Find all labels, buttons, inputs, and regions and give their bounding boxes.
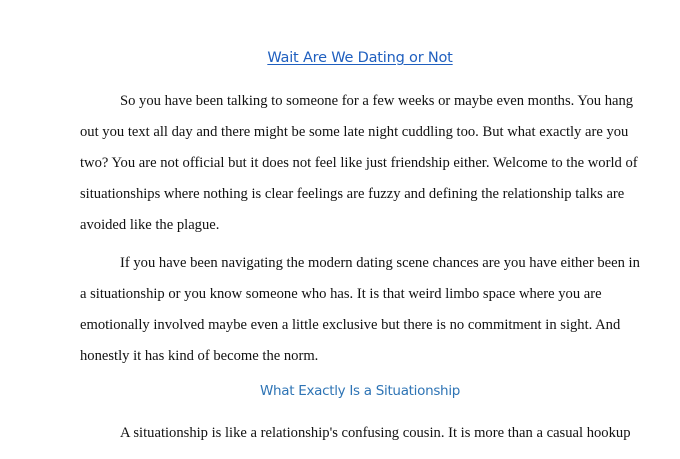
paragraph-line: out you text all day and there might be some late night cuddling too. But what exactly are you (80, 124, 629, 140)
paragraph-line: honestly it has kind of become the norm. (80, 348, 319, 364)
paragraph-line: emotionally involved maybe even a little exclusive but there is no commitment in sight. And (80, 317, 621, 333)
paragraph-intro (80, 86, 638, 241)
paragraph-line: avoided like the plague. (80, 217, 220, 233)
paragraph-line: If you have been navigating the modern dating scene chances are you have either been in (120, 255, 640, 271)
paragraph-line: two? You are not official but it does not feel like just friendship either. Welcome to the world of (80, 155, 638, 171)
paragraph-definition (80, 418, 631, 449)
section-heading: What Exactly Is a Situationship (259, 383, 461, 399)
paragraph-line: So you have been talking to someone for a few weeks or maybe even months. You hang (120, 93, 634, 109)
paragraph-dating-scene (80, 248, 640, 372)
paragraph-line: situationships where nothing is clear feelings are fuzzy and defining the relationship talks are (80, 186, 625, 202)
document-title: Wait Are We Dating or Not (267, 50, 453, 66)
paragraph-line: a situationship or you know someone who has. It is that weird limbo space where you are (80, 286, 602, 302)
paragraph-line: A situationship is like a relationship's confusing cousin. It is more than a casual hookup (120, 425, 631, 441)
